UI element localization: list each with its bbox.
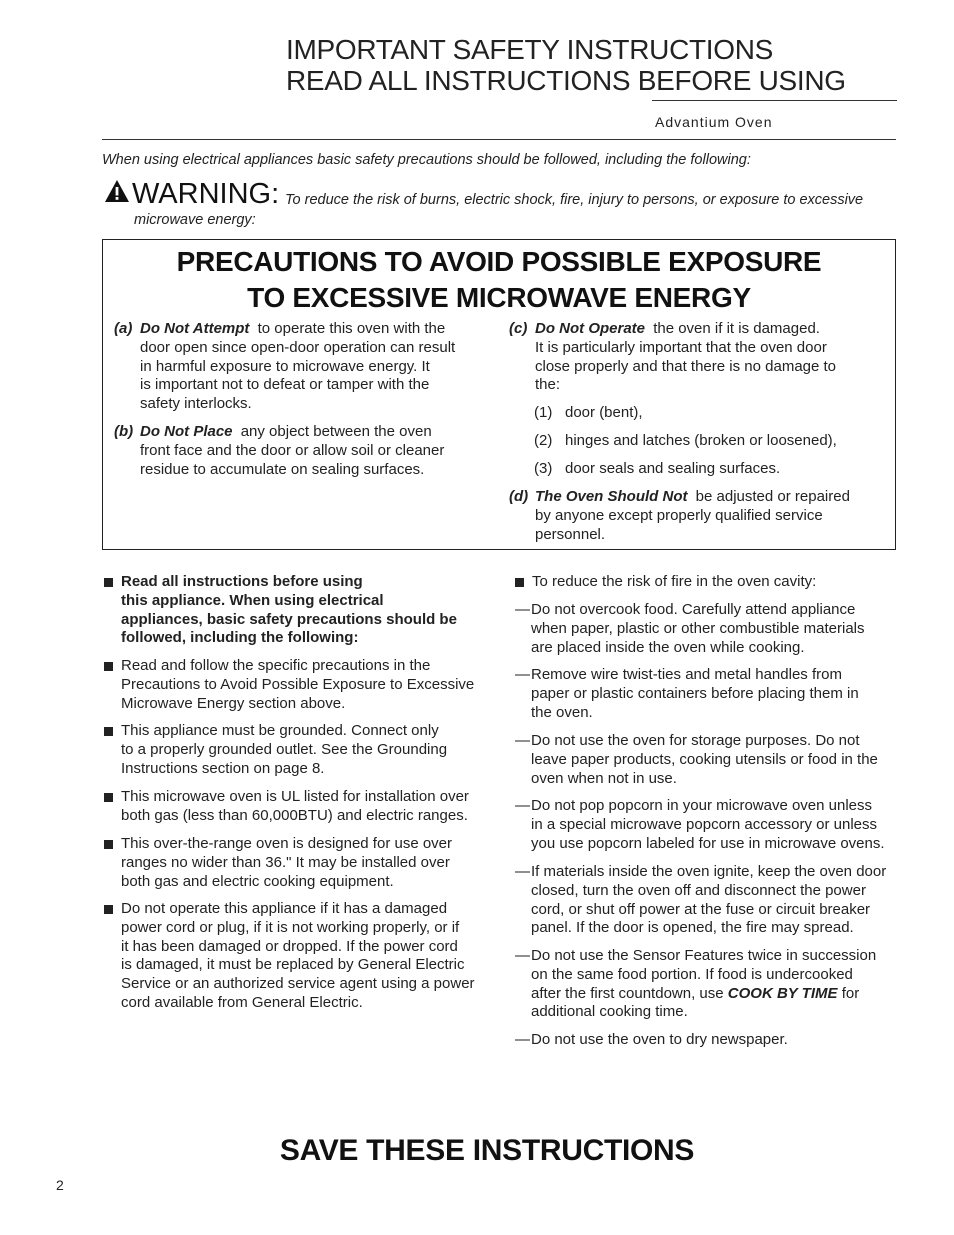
precaution-a-line4: is important not to defeat or tamper with the <box>140 376 430 394</box>
precautions-title-line1: PRECAUTIONS TO AVOID POSSIBLE EXPOSURE <box>176 246 822 277</box>
cook-by-time-label: COOK BY TIME <box>727 984 838 1002</box>
bullet-grounded-line3: Instructions section on page 8. <box>121 759 325 777</box>
page-number: 2 <box>56 1177 64 1193</box>
dash-sensor-line3 <box>531 985 876 1004</box>
bullet-square-icon <box>104 662 113 671</box>
precaution-b-line2: front face and the door or allow soil or cleaner <box>140 441 445 459</box>
dash-mark: — <box>515 666 530 683</box>
dash-mark: — <box>515 601 530 618</box>
dash-sensor-line2: on the same food portion. If food is undercooked <box>531 965 853 983</box>
precaution-b-line1: any object between the oven <box>240 423 432 440</box>
precaution-d-label: (d) <box>509 488 529 505</box>
bullet-square-icon <box>104 840 113 849</box>
dash-popcorn-line2: in a special microwave popcorn accessory or unless <box>531 815 877 833</box>
bullet-fire-risk-text: To reduce the risk of fire in the oven cavity: <box>532 573 817 590</box>
dash-overcook-line1: Do not overcook food. Carefully attend appliance <box>531 601 856 618</box>
dash-ignite-line4: panel. If the door is opened, the fire may spread. <box>531 919 854 937</box>
bullet-follow-line3: Microwave Energy section above. <box>121 694 346 712</box>
precaution-a-line3: in harmful exposure to microwave energy. It <box>140 357 430 375</box>
dash-mark: — <box>515 863 530 880</box>
dash-twist-line1: Remove wire twist-ties and metal handles from <box>531 666 842 683</box>
bullet-follow-line1: Read and follow the specific precautions in the <box>121 657 431 674</box>
precaution-c-lead: Do Not Operate <box>535 320 646 337</box>
dash-ignite-line3: cord, or shut off power at the fuse or circuit breaker <box>531 900 871 918</box>
bullet-square-icon <box>104 905 113 914</box>
dash-storage-line2: leave paper products, cooking utensils or food in the <box>531 750 878 768</box>
bullet-cord-line6: cord available from General Electric. <box>121 993 363 1011</box>
precaution-b-lead: Do Not Place <box>140 423 233 440</box>
header-long-rule <box>102 139 896 140</box>
bullet-read-all-line4: followed, including the following: <box>121 629 359 647</box>
bullet-cord-line1: Do not operate this appliance if it has a damaged <box>121 900 448 917</box>
dash-mark: — <box>515 1031 530 1048</box>
bullet-square-icon <box>104 727 113 736</box>
precaution-d-line1: be adjusted or repaired <box>695 488 850 505</box>
bullet-square-icon <box>104 578 113 587</box>
damage-item-3-number: (3) <box>534 460 553 477</box>
precaution-c-line2: It is particularly important that the oven door <box>535 338 827 356</box>
bullet-read-all-line1: Read all instructions before using <box>121 573 363 590</box>
dash-sensor-line1: Do not use the Sensor Features twice in succession <box>531 947 877 964</box>
precaution-c-line1: the oven if it is damaged. <box>653 320 820 337</box>
bullet-square-icon <box>104 793 113 802</box>
model-name: Advantium Oven <box>655 114 773 130</box>
bullet-cord-line5: Service or an authorized service agent using a power <box>121 975 475 993</box>
precaution-d-lead: The Oven Should Not <box>535 488 688 505</box>
damage-item-2-text: hinges and latches (broken or loosened), <box>565 432 837 449</box>
precaution-c-line3: close properly and that there is no damage to <box>535 357 837 375</box>
dash-newspaper-line1: Do not use the oven to dry newspaper. <box>531 1031 788 1048</box>
dash-ignite-line2: closed, turn the oven off and disconnect the power <box>531 881 866 899</box>
dash-storage-line3: oven when not in use. <box>531 769 677 787</box>
bullet-ul-line1: This microwave oven is UL listed for installation over <box>121 788 469 805</box>
precaution-d-line2: by anyone except properly qualified service <box>535 506 823 524</box>
precaution-c-line4: the: <box>535 376 561 394</box>
damage-item-1-text: door (bent), <box>565 404 643 421</box>
precaution-b-label: (b) <box>114 423 134 440</box>
damage-item-3-text: door seals and sealing surfaces. <box>565 460 781 477</box>
bullet-otr-line1: This over-the-range oven is designed for use over <box>121 835 453 852</box>
dash-overcook-line2: when paper, plastic or other combustible materials <box>531 619 865 637</box>
page-title-line1: IMPORTANT SAFETY INSTRUCTIONS <box>286 34 774 65</box>
warning-heading <box>104 178 279 211</box>
precaution-a-line1: to operate this oven with the <box>257 320 446 337</box>
precaution-a-lead: Do Not Attempt <box>140 320 250 337</box>
bullet-cord-line4: is damaged, it must be replaced by General Electric <box>121 956 465 974</box>
bullet-otr-line3: both gas and electric cooking equipment. <box>121 872 394 890</box>
warning-text-line1: To reduce the risk of burns, electric shock, fire, injury to persons, or exposure to excessive <box>285 192 864 208</box>
dash-sensor-line4: additional cooking time. <box>531 1003 688 1021</box>
dash-mark: — <box>515 797 530 814</box>
dash-sensor-line3-pre: after the first countdown, use <box>531 984 724 1002</box>
header-short-rule <box>652 100 897 101</box>
dash-twist-line3: the oven. <box>531 703 593 721</box>
dash-twist-line2: paper or plastic containers before placing them in <box>531 684 859 702</box>
precautions-title-line2: TO EXCESSIVE MICROWAVE ENERGY <box>247 282 751 313</box>
damage-item-2-number: (2) <box>534 432 553 449</box>
bullet-read-all-line2: this appliance. When using electrical <box>121 591 384 609</box>
bullet-read-all-line3: appliances, basic safety precautions should be <box>121 610 457 628</box>
dash-storage-line1: Do not use the oven for storage purposes. Do not <box>531 732 860 749</box>
page-title-line2: READ ALL INSTRUCTIONS BEFORE USING <box>286 65 846 96</box>
dash-sensor-line3-post: for <box>841 984 860 1002</box>
precaution-c-label: (c) <box>509 320 528 337</box>
dash-popcorn-line3: you use popcorn labeled for use in microwave ovens. <box>531 834 885 852</box>
precaution-a-line5: safety interlocks. <box>140 395 252 413</box>
dash-mark: — <box>515 947 530 964</box>
intro-text: When using electrical appliances basic safety precautions should be followed, including the following: <box>102 152 751 168</box>
precaution-d-line3: personnel. <box>535 525 606 543</box>
precaution-a-label: (a) <box>114 320 133 337</box>
precaution-b-line3: residue to accumulate on sealing surfaces. <box>140 460 425 478</box>
warning-word: WARNING: <box>132 178 280 210</box>
dash-popcorn-line1: Do not pop popcorn in your microwave oven unless <box>531 797 873 814</box>
save-instructions-heading: SAVE THESE INSTRUCTIONS <box>279 1134 695 1167</box>
dash-mark: — <box>515 732 530 749</box>
bullet-grounded-line2: to a properly grounded outlet. See the Grounding <box>121 740 448 758</box>
bullet-grounded-line1: This appliance must be grounded. Connect only <box>121 722 439 739</box>
warning-triangle-icon <box>104 178 130 211</box>
bullet-cord-line3: it has been damaged or dropped. If the power cord <box>121 937 458 955</box>
precaution-a-line2: door open since open-door operation can result <box>140 338 456 356</box>
bullet-square-icon <box>515 578 524 587</box>
warning-text-line2: microwave energy: <box>134 212 256 228</box>
bullet-otr-line2: ranges no wider than 36." It may be installed over <box>121 853 450 871</box>
dash-ignite-line1: If materials inside the oven ignite, keep the oven door <box>531 863 887 880</box>
dash-overcook-line3: are placed inside the oven while cooking. <box>531 638 805 656</box>
bullet-ul-line2: both gas (less than 60,000BTU) and electric ranges. <box>121 806 468 824</box>
damage-item-1-number: (1) <box>534 404 553 421</box>
bullet-cord-line2: power cord or plug, if it is not working properly, or if <box>121 918 460 936</box>
bullet-follow-line2: Precautions to Avoid Possible Exposure to Excessive <box>121 675 475 693</box>
